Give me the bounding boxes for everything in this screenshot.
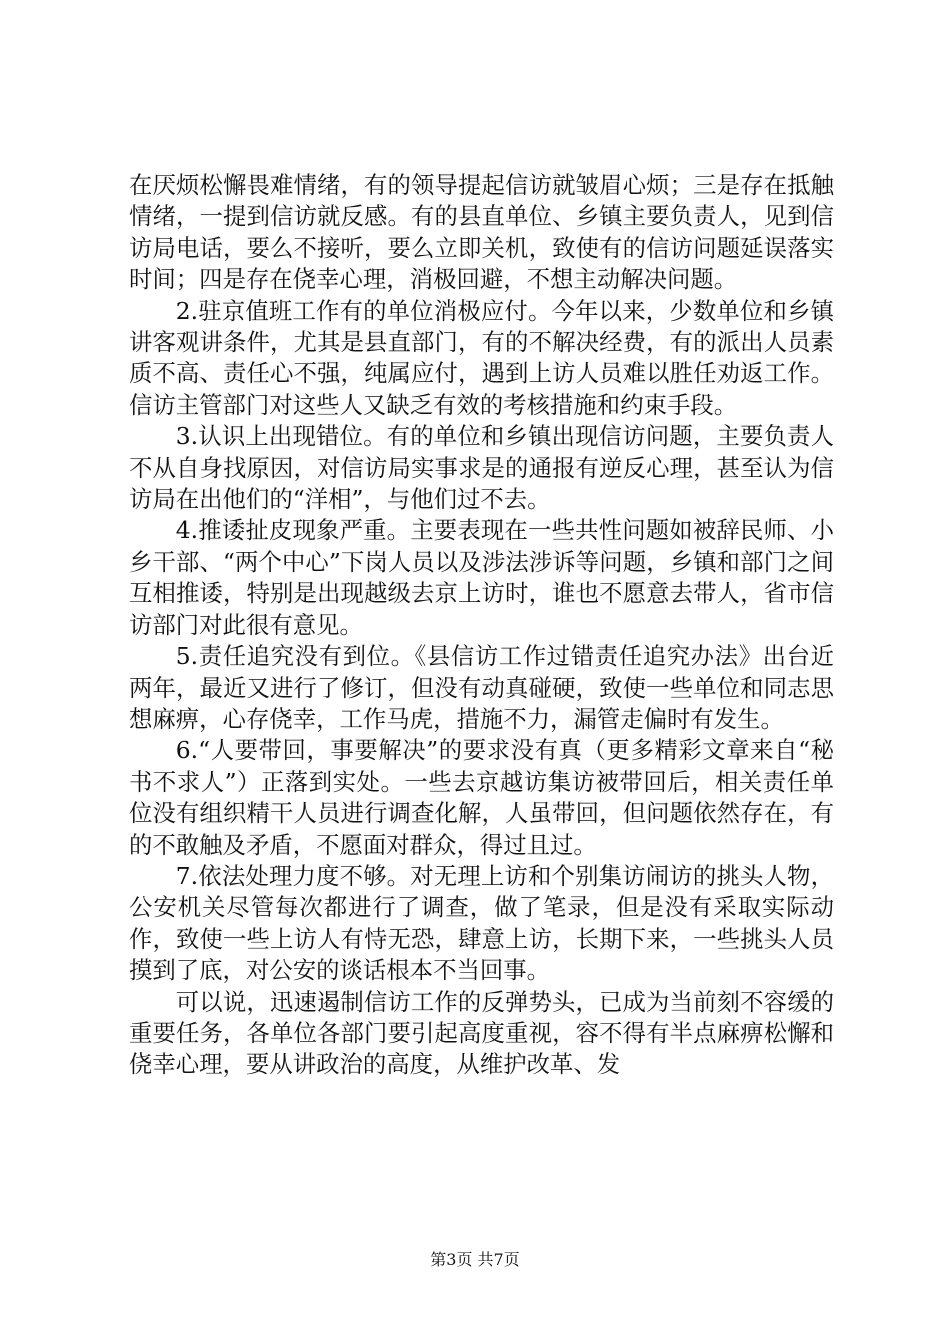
body-paragraph-6: 7.依法处理力度不够。对无理上访和个别集访闹访的挑头人物，公安机关尽管每次都进行了调查，做了笔录，但是没有采取实际动作，致使一些上访人有恃无恐，肆意上访，长期下来，一些挑头人员摸到了底，对公安的谈话根本不当回事。	[129, 861, 834, 985]
page-number-footer: 第3页 共7页	[430, 1250, 520, 1269]
body-paragraph-2: 3.认识上出现错位。有的单位和乡镇出现信访问题，主要负责人不从自身找原因，对信访局实事求是的通报有逆反心理，甚至认为信访局在出他们的“洋相”，与他们过不去。	[129, 422, 834, 514]
document-body	[129, 170, 834, 1081]
body-paragraph-7: 可以说，迅速遏制信访工作的反弹势头，已成为当前刻不容缓的重要任务，各单位各部门要引起高度重视，容不得有半点麻痹松懈和侥幸心理，要从讲政治的高度，从维护改革、发	[129, 987, 834, 1079]
body-paragraph-3: 4.推诿扯皮现象严重。主要表现在一些共性问题如被辞民师、小乡干部、“两个中心”下岗人员以及涉法涉诉等问题，乡镇和部门之间互相推诿，特别是出现越级去京上访时，谁也不愿意去带人，省市信访部门对此很有意见。	[129, 516, 834, 639]
body-paragraph-5: 6.“人要带回，事要解决”的要求没有真（更多精彩文章来自“秘书不求人”）正落到实处。一些去京越访集访被带回后，相关责任单位没有组织精干人员进行调查化解，人虽带回，但问题依然存在，有的不敢触及矛盾，不愿面对群众，得过且过。	[129, 736, 834, 859]
body-paragraph-4: 5.责任追究没有到位。《县信访工作过错责任追究办法》出台近两年，最近又进行了修订，但没有动真碰硬，致使一些单位和同志思想麻痹，心存侥幸，工作马虎，措施不力，漏管走偏时有发生。	[129, 642, 834, 733]
body-paragraph-1: 2.驻京值班工作有的单位消极应付。今年以来，少数单位和乡镇讲客观讲条件，尤其是县直部门，有的不解决经费，有的派出人员素质不高、责任心不强，纯属应付，遇到上访人员难以胜任劝返工作。信访主管部门对这些人又缺乏有效的考核措施和约束手段。	[129, 296, 834, 419]
body-paragraph-0: 在厌烦松懈畏难情绪，有的领导提起信访就皱眉心烦；三是存在抵触情绪，一提到信访就反感。有的县直单位、乡镇主要负责人，见到信访局电话，要么不接听，要么立即关机，致使有的信访问题延误落实时间；四是存在侥幸心理，消极回避，不想主动解决问题。	[129, 171, 834, 294]
